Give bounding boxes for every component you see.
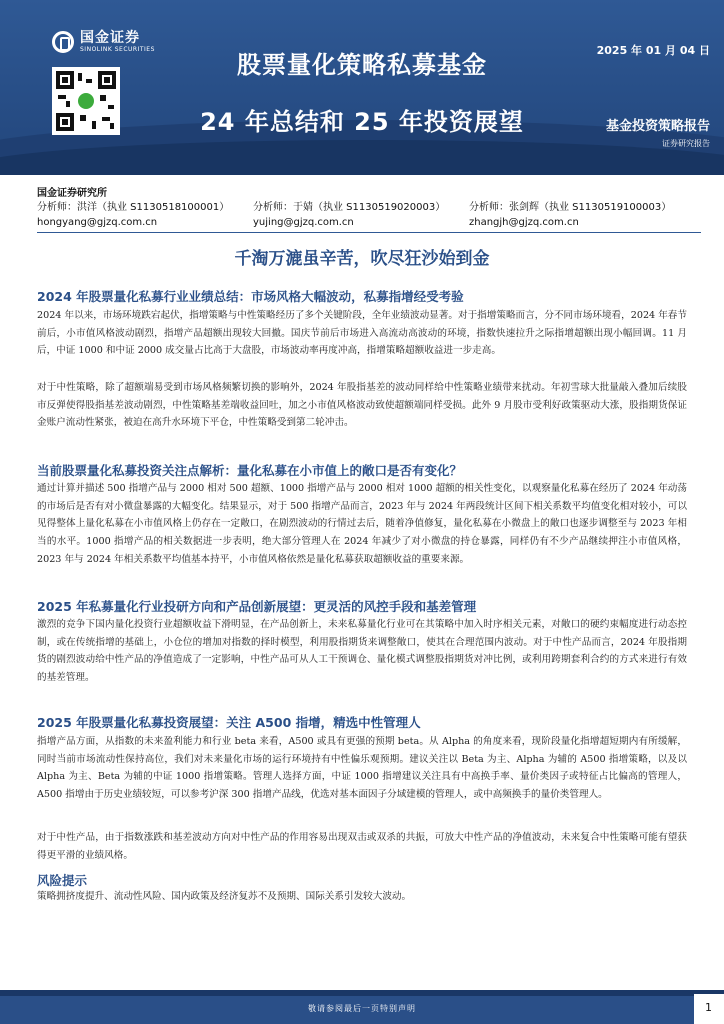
- logo-name-cn: 国金证券: [80, 30, 140, 46]
- logo-name-en: SINOLINK SECURITIES: [80, 46, 155, 53]
- section-paragraph: 对于中性策略，除了超额端易受到市场风格频繁切换的影响外，2024 年股指基差的波动同样给中性策略业绩带来扰动。年初雪球大批量敲入叠加后续股市反弹使得股指基差波动剧烈，中性策略基差端收益回吐，加之小市值风格波动致使超额端同样受损。此外 9 月股市受利好政策驱动大涨，股指期货保证金账户流动性紧张，被迫在高升水环境下平仓，中性策略受到第二轮冲击。: [37, 382, 687, 429]
- section-paragraph: 对于中性产品，由于指数涨跌和基差波动方向对中性产品的作用容易出现双击或双杀的共振，可放大中性产品的净值波动，未来复合中性策略可能有望获得更平滑的业绩风格。: [37, 832, 687, 861]
- section-paragraph: 2024 年以来，市场环境跌宕起伏，指增策略与中性策略经历了多个关键阶段，全年业绩波动显著。对于指增策略而言，分不同市场环境看，2024 年春节前后，小市值风格波动剧烈，指增产品超额出现较大回撤。国庆节前后市场进入高流动高波动的环境，指数快速拉升之际指增超额出现小幅回调。11 月后，中证 1000 和中证 2000 成交量占比高于大盘股，市场波动率再度冲高，指增策略超额收益进一步走高。: [37, 310, 687, 357]
- analyst-email[interactable]: yujing@gjzq.com.cn: [253, 217, 354, 228]
- section-title: 2024 年股票量化私募行业业绩总结：市场风格大幅波动，私募指增经受考验: [37, 289, 464, 304]
- section-paragraph: 激烈的竞争下国内量化投资行业超额收益下滑明显，在产品创新上，未来私募量化行业可在其策略中加入时序相关元素，对敞口的硬约束幅度进行动态控制，或在传统指增的基础上，小仓位的增加对指数的择时模型，利用股指期货来调整敞口，使其在合理范围内波动。对于中性产品而言，2024 年股指期货的剧烈波动给中性产品的净值造成了一定影响，中性产品可从人工干预调仓、量化模式调整股指期货对冲比例，或利用跨期套利合约的方式来进行有效的基差管理。: [37, 619, 687, 684]
- section-paragraph: 指增产品方面，从指数的未来盈利能力和行业 beta 来看，A500 或具有更强的预期 beta。从 Alpha 的角度来看，现阶段量化指增超短期内有所缓解，同时当前市场流动性保持高位，我们对未来量化市场的运行环境持有中性偏乐观预期。建议关注以 Beta 为主、Alpha 为辅的 A500 指增策略，以及以 Alpha 为主、Beta 为辅的中证 1000 指增策略。管理人选择方面，中证 1000 指增建议关注具有中高换手率、量价类因子或特征占比偏高的管理人，A500 指增由于历史业绩较短，可以参考沪深 300 指增产品线，优选对基本面因子分域建模的管理人，或中高频换手的量价类管理人。: [37, 736, 687, 801]
- section-title: 风险提示: [37, 873, 88, 888]
- headline: 千淘万漉虽辛苦，吹尽狂沙始到金: [234, 249, 490, 269]
- analyst-email[interactable]: hongyang@gjzq.com.cn: [37, 217, 158, 228]
- analyst-name: 分析师：张剑辉（执业 S1130519100003）: [469, 202, 672, 213]
- report-title-line1: 股票量化策略私募基金: [237, 51, 487, 79]
- report-subtype: 证券研究报告: [662, 139, 710, 148]
- page-footer: [0, 990, 724, 1024]
- analyst-1: [37, 198, 277, 228]
- divider: [37, 232, 701, 233]
- analyst-name: 分析师：洪洋（执业 S1130518100001）: [37, 202, 230, 213]
- section-title: 当前股票量化私募投资关注点解析：量化私募在小市值上的敞口是否有变化？: [37, 463, 463, 478]
- analyst-2: [253, 198, 493, 228]
- analyst-email[interactable]: zhangjh@gjzq.com.cn: [469, 217, 579, 228]
- report-title-line2: 24 年总结和 25 年投资展望: [200, 108, 524, 136]
- institute-name: 国金证券研究所: [37, 188, 107, 199]
- footer-disclaimer: 敬请参阅最后一页特别声明: [308, 1004, 416, 1013]
- analyst-3: [469, 198, 709, 228]
- section-paragraph: 通过计算并描述 500 指增产品与 2000 相对 500 超额、1000 指增产品与 2000 相对 1000 超额的相关性变化，以观察量化私募在经历了 2024 年动荡的市场后是否有对小微盘暴露的大幅变化。结果显示，对于 500 指增产品而言，2023 年与 2024 年两段统计区间下相关系数平均值变化相对较小，可以见得整体上量化私募在小市值风格上仍存在一定敞口，在剧烈波动的行情过去后，随着净值修复，量化私募在小微盘上的敞口也逐步调整至与 2023 年相当的水平。1000 指增产品的相关数据进一步表明，绝大部分管理人在 2024 年减少了对小微盘的持仓暴露，同样仍有不少产品继续押注小市值风格，2023 年与 2024 年相关系数平均值基本持平，小市值风格依然是量化私募获取超额收益的重要来源。: [37, 483, 687, 565]
- report-header: [0, 0, 724, 175]
- analyst-name: 分析师：于婧（执业 S1130519020003）: [253, 202, 446, 213]
- section-title: 2025 年股票量化私募投资展望：关注 A500 指增，精选中性管理人: [37, 715, 421, 730]
- report-date: 2025 年 01 月 04 日: [596, 44, 710, 57]
- section-title: 2025 年私募量化行业投研方向和产品创新展望：更灵活的风控手段和基差管理: [37, 599, 477, 614]
- section-paragraph: 策略拥挤度提升、流动性风险、国内政策及经济复苏不及预期、国际关系引发较大波动。: [37, 891, 412, 902]
- page-number: 1: [705, 1001, 712, 1014]
- report-type: 基金投资策略报告: [605, 119, 710, 134]
